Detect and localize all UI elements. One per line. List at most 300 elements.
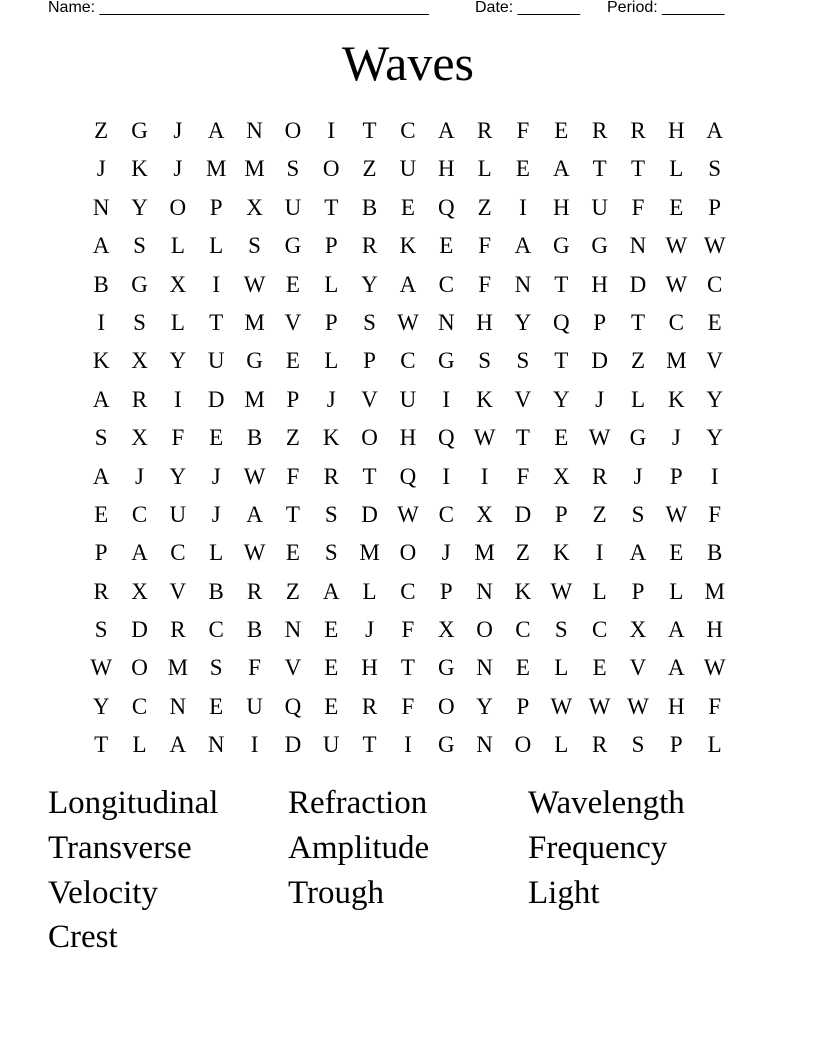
- grid-letter[interactable]: U: [169, 501, 187, 527]
- grid-letter[interactable]: G: [591, 233, 608, 259]
- grid-letter[interactable]: L: [132, 732, 147, 758]
- grid-letter[interactable]: X: [246, 194, 263, 220]
- grid-letter[interactable]: W: [397, 501, 419, 527]
- grid-letter[interactable]: J: [595, 386, 605, 412]
- grid-letter[interactable]: D: [361, 501, 378, 527]
- grid-letter[interactable]: C: [400, 578, 416, 604]
- grid-letter[interactable]: K: [668, 386, 685, 412]
- grid-letter[interactable]: T: [362, 463, 377, 489]
- grid-letter[interactable]: Z: [477, 194, 492, 220]
- grid-letter[interactable]: N: [514, 271, 532, 297]
- grid-letter[interactable]: M: [359, 540, 380, 566]
- grid-letter[interactable]: F: [478, 233, 491, 259]
- grid-letter[interactable]: E: [209, 425, 224, 451]
- grid-letter[interactable]: P: [669, 732, 683, 758]
- grid-letter[interactable]: T: [400, 655, 415, 681]
- grid-letter[interactable]: T: [209, 309, 224, 335]
- grid-letter[interactable]: D: [131, 617, 148, 643]
- grid-letter[interactable]: T: [630, 156, 646, 182]
- grid-letter[interactable]: I: [442, 463, 451, 489]
- grid-letter[interactable]: D: [207, 386, 225, 412]
- word-bank-item: Amplitude: [288, 829, 430, 866]
- grid-letter[interactable]: T: [515, 425, 530, 451]
- grid-letter[interactable]: Y: [169, 463, 187, 489]
- grid-letter[interactable]: X: [437, 617, 455, 643]
- grid-letter[interactable]: W: [665, 271, 688, 297]
- grid-letter[interactable]: Z: [630, 348, 646, 374]
- grid-letter[interactable]: H: [668, 118, 685, 143]
- grid-letter[interactable]: B: [707, 540, 723, 566]
- grid-letter[interactable]: B: [93, 271, 109, 297]
- grid-letter[interactable]: N: [207, 732, 225, 758]
- grid-letter[interactable]: J: [326, 386, 336, 412]
- grid-letter[interactable]: G: [131, 118, 148, 143]
- grid-letter[interactable]: M: [666, 348, 687, 374]
- grid-letter[interactable]: K: [399, 233, 417, 259]
- grid-letter[interactable]: F: [478, 271, 491, 297]
- grid-letter[interactable]: D: [591, 348, 608, 374]
- grid-letter[interactable]: S: [324, 501, 338, 527]
- grid-letter[interactable]: M: [205, 156, 227, 182]
- grid-letter[interactable]: A: [399, 271, 417, 297]
- grid-letter[interactable]: S: [478, 348, 491, 374]
- grid-letter[interactable]: P: [439, 578, 453, 604]
- grid-letter[interactable]: D: [284, 732, 302, 758]
- grid-letter[interactable]: I: [174, 386, 182, 412]
- grid-letter[interactable]: Y: [514, 309, 532, 335]
- grid-letter[interactable]: K: [131, 156, 148, 182]
- grid-letter[interactable]: W: [90, 655, 113, 681]
- grid-letter[interactable]: A: [629, 540, 647, 566]
- grid-letter[interactable]: X: [476, 501, 493, 527]
- grid-letter[interactable]: L: [630, 386, 646, 412]
- grid-letter[interactable]: K: [514, 578, 532, 604]
- grid-row: [82, 649, 734, 687]
- grid-letter[interactable]: A: [322, 578, 340, 604]
- grid-letter[interactable]: M: [704, 578, 725, 604]
- grid-letter[interactable]: U: [399, 386, 417, 412]
- grid-letter[interactable]: C: [438, 271, 454, 297]
- grid-letter[interactable]: W: [703, 233, 726, 259]
- grid-letter[interactable]: R: [591, 463, 608, 489]
- grid-letter[interactable]: Z: [285, 578, 300, 604]
- grid-letter[interactable]: C: [170, 540, 186, 566]
- grid-letter[interactable]: F: [286, 463, 300, 489]
- word-bank-item: Light: [528, 874, 600, 911]
- grid-letter[interactable]: W: [665, 501, 688, 527]
- grid-letter[interactable]: J: [671, 425, 681, 451]
- grid-letter[interactable]: E: [669, 194, 684, 220]
- grid-letter[interactable]: J: [211, 501, 221, 527]
- grid-letter[interactable]: W: [703, 655, 726, 681]
- grid-letter[interactable]: Y: [361, 271, 378, 297]
- grid-letter[interactable]: Z: [285, 425, 300, 451]
- grid-letter[interactable]: K: [552, 540, 570, 566]
- grid-letter[interactable]: Y: [552, 386, 570, 412]
- grid-letter[interactable]: C: [400, 348, 416, 374]
- grid-letter[interactable]: S: [324, 540, 338, 566]
- grid-letter[interactable]: N: [246, 118, 263, 143]
- grid-letter[interactable]: O: [322, 156, 340, 182]
- grid-letter[interactable]: E: [554, 118, 569, 143]
- grid-letter[interactable]: S: [209, 655, 223, 681]
- grid-letter[interactable]: I: [212, 271, 221, 297]
- grid-letter[interactable]: W: [397, 309, 419, 335]
- grid-letter[interactable]: P: [708, 194, 722, 220]
- grid-letter[interactable]: P: [669, 463, 683, 489]
- grid-letter[interactable]: T: [324, 194, 339, 220]
- grid-letter[interactable]: J: [633, 463, 643, 489]
- grid-letter[interactable]: R: [630, 118, 646, 143]
- grid-letter[interactable]: D: [629, 271, 647, 297]
- grid-letter[interactable]: O: [131, 655, 148, 681]
- grid-letter[interactable]: W: [627, 693, 649, 719]
- grid-letter[interactable]: Y: [706, 386, 723, 412]
- grid-letter[interactable]: I: [327, 118, 336, 143]
- grid-letter[interactable]: S: [133, 233, 146, 259]
- grid-letter[interactable]: A: [207, 118, 225, 143]
- grid-letter[interactable]: R: [361, 233, 378, 259]
- grid-letter[interactable]: E: [554, 425, 569, 451]
- grid-letter[interactable]: T: [554, 271, 569, 297]
- grid-row: [82, 611, 734, 649]
- grid-letter[interactable]: T: [362, 732, 377, 758]
- grid-letter[interactable]: S: [631, 732, 645, 758]
- grid-letter[interactable]: E: [94, 501, 109, 527]
- grid-letter[interactable]: M: [244, 386, 265, 412]
- grid-letter[interactable]: L: [554, 655, 569, 681]
- grid-letter[interactable]: L: [592, 578, 607, 604]
- grid-letter[interactable]: Y: [706, 425, 723, 451]
- grid-letter[interactable]: L: [209, 540, 224, 566]
- grid-letter[interactable]: P: [554, 501, 568, 527]
- grid-letter[interactable]: N: [169, 693, 187, 719]
- grid-letter[interactable]: R: [131, 386, 148, 412]
- grid-letter[interactable]: A: [552, 156, 570, 182]
- grid-letter[interactable]: E: [285, 271, 300, 297]
- grid-letter[interactable]: P: [593, 309, 607, 335]
- grid-letter[interactable]: M: [244, 156, 265, 182]
- grid-letter[interactable]: N: [476, 732, 493, 758]
- grid-letter[interactable]: A: [514, 233, 532, 259]
- grid-letter[interactable]: V: [629, 655, 647, 681]
- grid-letter[interactable]: C: [208, 617, 224, 643]
- grid-letter[interactable]: L: [170, 233, 185, 259]
- grid-letter[interactable]: L: [362, 578, 377, 604]
- grid-letter[interactable]: O: [399, 540, 417, 566]
- grid-letter[interactable]: K: [92, 348, 110, 374]
- grid-letter[interactable]: W: [550, 693, 573, 719]
- grid-letter[interactable]: Y: [131, 194, 148, 220]
- grid-letter[interactable]: A: [131, 540, 148, 566]
- grid-letter[interactable]: X: [169, 271, 187, 297]
- grid-letter[interactable]: R: [476, 118, 493, 143]
- grid-letter[interactable]: F: [516, 118, 530, 143]
- grid-letter[interactable]: E: [707, 309, 722, 335]
- grid-letter[interactable]: B: [246, 617, 263, 643]
- grid-letter[interactable]: L: [324, 271, 339, 297]
- grid-letter[interactable]: I: [519, 194, 527, 220]
- grid-letter[interactable]: U: [399, 156, 417, 182]
- grid-letter[interactable]: I: [97, 309, 105, 335]
- grid-letter[interactable]: P: [94, 540, 108, 566]
- grid-letter[interactable]: L: [707, 732, 722, 758]
- grid-letter[interactable]: E: [592, 655, 607, 681]
- grid-letter[interactable]: I: [250, 732, 259, 758]
- grid-letter[interactable]: A: [92, 233, 110, 259]
- grid-letter[interactable]: F: [248, 655, 261, 681]
- page-title: Waves: [341, 35, 475, 91]
- grid-letter[interactable]: N: [476, 655, 493, 681]
- grid-letter[interactable]: L: [669, 578, 684, 604]
- grid-letter[interactable]: C: [131, 501, 148, 527]
- grid-letter[interactable]: E: [515, 655, 530, 681]
- grid-letter[interactable]: G: [437, 348, 455, 374]
- grid-letter[interactable]: O: [361, 425, 378, 451]
- grid-letter[interactable]: E: [669, 540, 684, 566]
- grid-letter[interactable]: T: [94, 732, 109, 758]
- grid-letter[interactable]: K: [476, 386, 493, 412]
- grid-letter[interactable]: J: [173, 156, 183, 182]
- grid-letter[interactable]: F: [171, 425, 185, 451]
- grid-letter[interactable]: O: [169, 194, 187, 220]
- grid-letter[interactable]: G: [246, 348, 263, 374]
- grid-letter[interactable]: S: [94, 617, 108, 643]
- grid-letter[interactable]: V: [284, 655, 302, 681]
- grid-letter[interactable]: Q: [437, 194, 455, 220]
- grid-letter[interactable]: C: [515, 617, 531, 643]
- grid-letter[interactable]: W: [243, 463, 266, 489]
- grid-letter[interactable]: O: [476, 617, 493, 643]
- grid-letter[interactable]: N: [284, 617, 302, 643]
- grid-letter[interactable]: P: [363, 348, 376, 374]
- grid-letter[interactable]: M: [167, 655, 189, 681]
- grid-letter[interactable]: C: [668, 309, 684, 335]
- grid-letter[interactable]: R: [170, 617, 186, 643]
- grid-letter[interactable]: W: [243, 271, 266, 297]
- grid-letter[interactable]: T: [592, 156, 607, 182]
- grid-letter[interactable]: R: [361, 693, 378, 719]
- grid-letter[interactable]: P: [209, 194, 223, 220]
- grid-letter[interactable]: S: [516, 348, 530, 374]
- grid-letter[interactable]: E: [400, 194, 415, 220]
- grid-letter[interactable]: U: [284, 194, 302, 220]
- grid-letter[interactable]: O: [284, 118, 302, 143]
- grid-letter[interactable]: F: [401, 693, 415, 719]
- grid-letter[interactable]: Y: [169, 348, 187, 374]
- grid-letter[interactable]: A: [706, 118, 723, 143]
- grid-letter[interactable]: C: [438, 501, 454, 527]
- grid-letter[interactable]: I: [404, 732, 412, 758]
- date-field[interactable]: Date: _______: [475, 0, 580, 16]
- grid-letter[interactable]: W: [473, 425, 496, 451]
- grid-letter[interactable]: F: [708, 501, 722, 527]
- grid-letter[interactable]: L: [170, 309, 185, 335]
- grid-letter[interactable]: H: [437, 156, 455, 182]
- grid-letter[interactable]: E: [439, 233, 454, 259]
- grid-letter[interactable]: S: [631, 501, 645, 527]
- grid-letter[interactable]: G: [437, 655, 455, 681]
- grid-letter[interactable]: R: [591, 118, 608, 143]
- grid-letter[interactable]: A: [246, 501, 263, 527]
- grid-letter[interactable]: J: [96, 156, 106, 182]
- grid-letter[interactable]: S: [286, 156, 300, 182]
- grid-letter[interactable]: W: [550, 578, 573, 604]
- grid-letter[interactable]: V: [284, 309, 302, 335]
- grid-letter[interactable]: W: [243, 540, 266, 566]
- grid-letter[interactable]: S: [363, 309, 376, 335]
- grid-letter[interactable]: L: [324, 348, 339, 374]
- grid-letter[interactable]: V: [169, 578, 187, 604]
- grid-letter[interactable]: U: [322, 732, 340, 758]
- grid-letter[interactable]: F: [516, 463, 530, 489]
- grid-letter[interactable]: E: [209, 693, 224, 719]
- grid-letter[interactable]: J: [135, 463, 144, 489]
- grid-letter[interactable]: C: [131, 693, 148, 719]
- grid-letter[interactable]: C: [400, 118, 416, 143]
- grid-letter[interactable]: H: [668, 693, 685, 719]
- grid-letter[interactable]: A: [169, 732, 187, 758]
- grid-letter[interactable]: R: [93, 578, 109, 604]
- grid-letter[interactable]: N: [476, 578, 493, 604]
- grid-letter[interactable]: C: [707, 271, 723, 297]
- grid-letter[interactable]: R: [246, 578, 263, 604]
- grid-letter[interactable]: O: [514, 732, 532, 758]
- grid-letter[interactable]: L: [477, 156, 492, 182]
- grid-letter[interactable]: I: [442, 386, 451, 412]
- grid-letter[interactable]: W: [665, 233, 688, 259]
- grid-letter[interactable]: A: [92, 463, 110, 489]
- grid-letter[interactable]: T: [362, 118, 377, 143]
- grid-letter[interactable]: E: [324, 655, 339, 681]
- grid-letter[interactable]: J: [173, 118, 183, 143]
- grid-letter[interactable]: J: [211, 463, 221, 489]
- grid-letter[interactable]: I: [480, 463, 489, 489]
- grid-letter[interactable]: K: [322, 425, 340, 451]
- grid-letter[interactable]: X: [629, 617, 647, 643]
- grid-letter[interactable]: L: [669, 156, 684, 182]
- grid-row: [82, 458, 734, 496]
- grid-letter[interactable]: H: [552, 194, 570, 220]
- grid-letter[interactable]: L: [209, 233, 224, 259]
- grid-letter[interactable]: N: [437, 309, 455, 335]
- grid-letter[interactable]: X: [131, 348, 148, 374]
- grid-letter[interactable]: P: [324, 309, 338, 335]
- grid-letter[interactable]: J: [441, 540, 451, 566]
- grid-letter[interactable]: X: [131, 425, 148, 451]
- grid-letter[interactable]: B: [361, 194, 378, 220]
- grid-letter[interactable]: H: [361, 655, 378, 681]
- grid-letter[interactable]: N: [629, 233, 647, 259]
- grid-letter[interactable]: T: [554, 348, 569, 374]
- grid-letter[interactable]: X: [552, 463, 570, 489]
- grid-letter[interactable]: E: [285, 540, 300, 566]
- grid-letter[interactable]: S: [133, 309, 146, 335]
- grid-letter[interactable]: C: [591, 617, 608, 643]
- grid-letter[interactable]: I: [710, 463, 719, 489]
- grid-letter[interactable]: R: [591, 732, 608, 758]
- grid-letter[interactable]: L: [554, 732, 569, 758]
- grid-letter[interactable]: V: [361, 386, 378, 412]
- grid-letter[interactable]: X: [131, 578, 148, 604]
- grid-letter[interactable]: V: [514, 386, 532, 412]
- grid-letter[interactable]: M: [244, 309, 265, 335]
- grid-letter[interactable]: T: [630, 309, 646, 335]
- grid-letter[interactable]: F: [708, 693, 722, 719]
- grid-letter[interactable]: Q: [284, 693, 302, 719]
- grid-letter[interactable]: P: [324, 233, 338, 259]
- grid-letter[interactable]: Q: [552, 309, 570, 335]
- grid-letter[interactable]: F: [401, 617, 415, 643]
- word-bank-item: Trough: [288, 874, 384, 911]
- grid-letter[interactable]: G: [437, 732, 455, 758]
- grid-letter[interactable]: H: [591, 271, 608, 297]
- grid-letter[interactable]: E: [324, 693, 339, 719]
- grid-letter[interactable]: Z: [592, 501, 607, 527]
- grid-letter[interactable]: A: [92, 386, 110, 412]
- grid-letter[interactable]: B: [208, 578, 224, 604]
- grid-letter[interactable]: G: [629, 425, 647, 451]
- grid-letter[interactable]: Y: [476, 693, 493, 719]
- grid-letter[interactable]: S: [94, 425, 108, 451]
- grid-letter[interactable]: H: [399, 425, 417, 451]
- grid-letter[interactable]: E: [324, 617, 339, 643]
- grid-letter[interactable]: S: [248, 233, 261, 259]
- grid-letter[interactable]: G: [131, 271, 148, 297]
- grid-letter[interactable]: S: [708, 156, 722, 182]
- grid-letter[interactable]: S: [554, 617, 568, 643]
- grid-letter[interactable]: T: [285, 501, 300, 527]
- grid-letter[interactable]: A: [668, 655, 685, 681]
- grid-letter[interactable]: P: [286, 386, 300, 412]
- grid-letter[interactable]: H: [706, 617, 723, 643]
- grid-letter[interactable]: V: [706, 348, 723, 374]
- grid-letter[interactable]: W: [588, 693, 611, 719]
- grid-letter[interactable]: G: [552, 233, 570, 259]
- grid-letter[interactable]: Z: [94, 118, 109, 143]
- grid-row: [82, 189, 734, 227]
- grid-letter[interactable]: H: [476, 309, 493, 335]
- grid-letter[interactable]: P: [516, 693, 530, 719]
- grid-letter[interactable]: D: [514, 501, 532, 527]
- grid-letter[interactable]: A: [437, 118, 455, 143]
- grid-letter[interactable]: N: [92, 194, 110, 220]
- grid-letter[interactable]: B: [246, 425, 263, 451]
- grid-letter[interactable]: Z: [362, 156, 377, 182]
- grid-letter[interactable]: A: [668, 617, 685, 643]
- grid-letter[interactable]: M: [474, 540, 495, 566]
- grid-letter[interactable]: U: [591, 194, 608, 220]
- grid-letter[interactable]: U: [246, 693, 263, 719]
- grid-letter[interactable]: G: [284, 233, 302, 259]
- grid-letter[interactable]: Y: [92, 693, 110, 719]
- grid-letter[interactable]: Q: [399, 463, 417, 489]
- name-field[interactable]: Name: _____________________________________: [48, 0, 429, 16]
- grid-letter[interactable]: P: [631, 578, 645, 604]
- grid-letter[interactable]: R: [323, 463, 339, 489]
- grid-letter[interactable]: O: [437, 693, 455, 719]
- grid-letter[interactable]: E: [515, 156, 530, 182]
- grid-letter[interactable]: W: [588, 425, 611, 451]
- grid-letter[interactable]: Z: [515, 540, 530, 566]
- grid-letter[interactable]: I: [595, 540, 604, 566]
- grid-letter[interactable]: J: [365, 617, 375, 643]
- grid-letter[interactable]: U: [207, 348, 225, 374]
- period-field[interactable]: Period: _______: [607, 0, 725, 16]
- grid-letter[interactable]: F: [631, 194, 645, 220]
- grid-letter[interactable]: E: [285, 348, 300, 374]
- grid-letter[interactable]: Q: [437, 425, 455, 451]
